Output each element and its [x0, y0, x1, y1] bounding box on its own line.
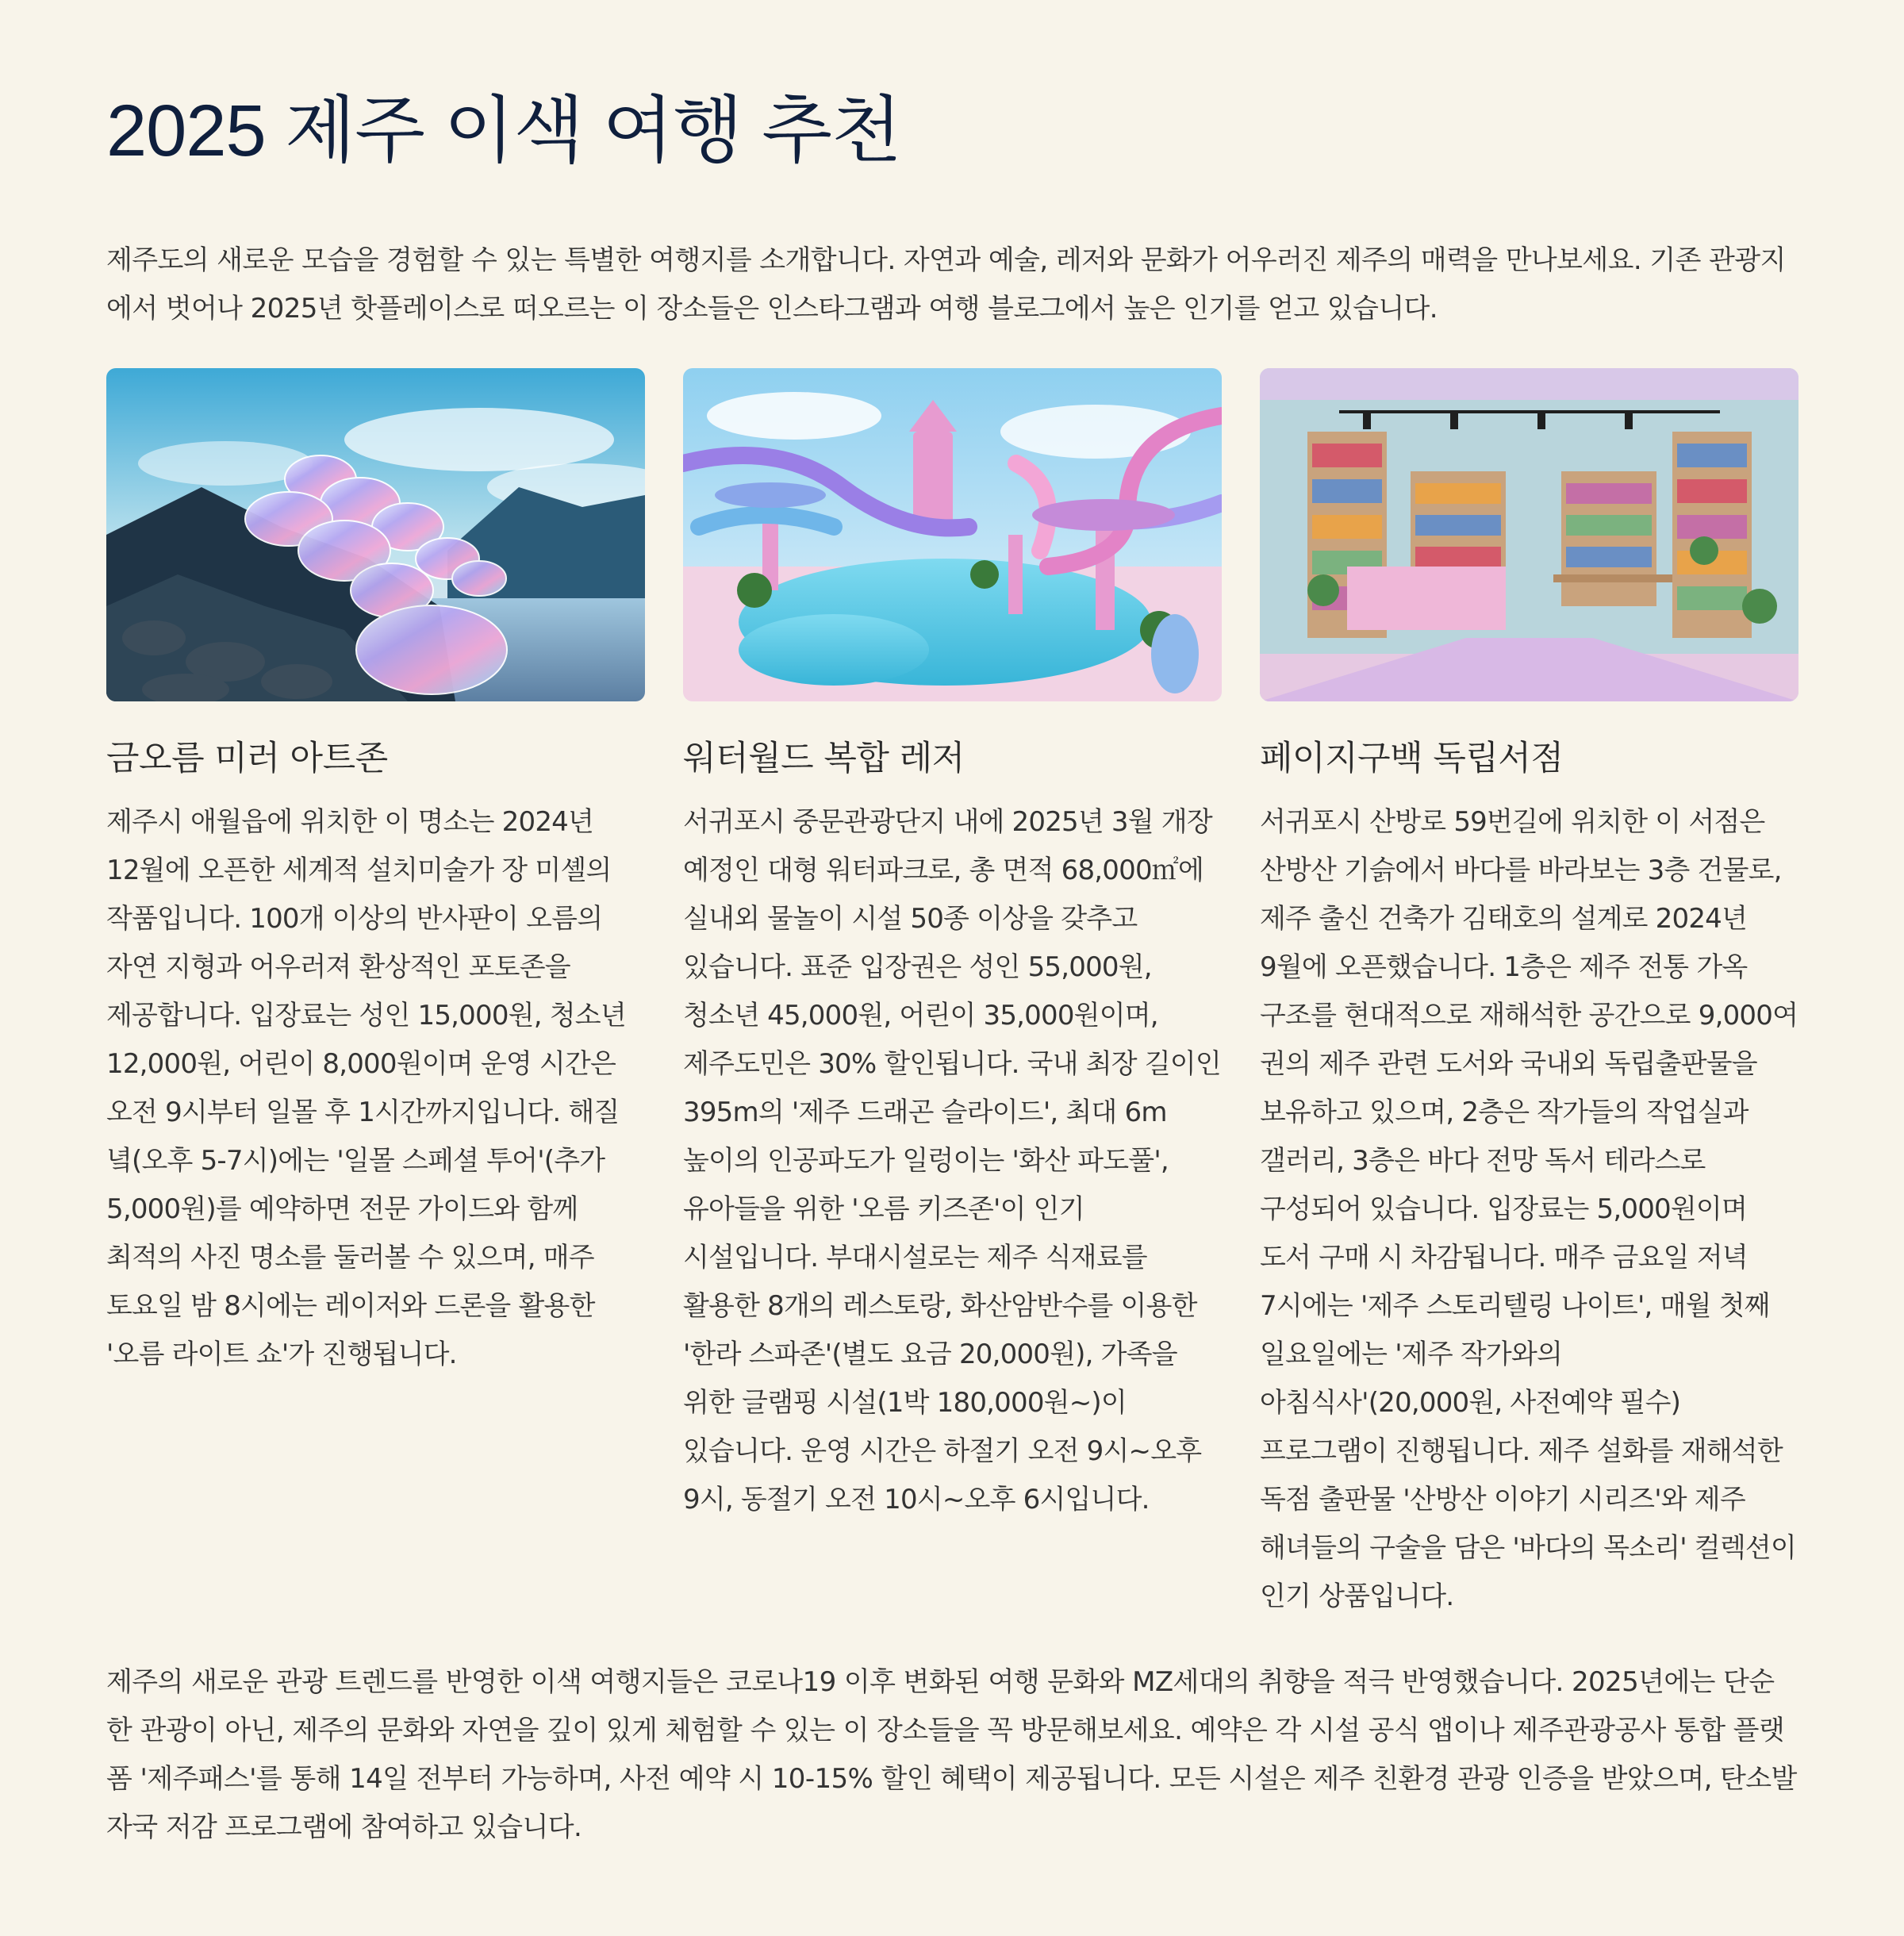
card-description: 서귀포시 중문관광단지 내에 2025년 3월 개장 예정인 대형 워터파크로, 총 면적 68,000㎡에 실내외 물놀이 시설 50종 이상을 갖추고 있습니다. 표준 입장권은 성인 55,000원, 청소년 45,000원, 어린이 35,000원이며, 제주도민은 30% 할인됩니다. 국내 최장 길이인 395m의 '제주 드래곤 슬라이드', 최대 6m 높이의 인공파도가 일렁이는 '화산 파도풀', 유아들을 위한 '오름 키즈존'이 인기 시설입니다. 부대시설로는 제주 식재료를 활용한 8개의 레스토랑, 화산암반수를 이용한 '한라 스파존'(별도 요금 20,000원), 가족을 위한 글램핑 시설(1박 180,000원~)이 있습니다. 운영 시간은 하절기 오전 9시~오후 9시, 동절기 오전 10시~오후 6시입니다.: [683, 806, 1221, 1515]
page-title: 2025 제주 이색 여행 추천: [106, 90, 901, 171]
outro-paragraph: 제주의 새로운 관광 트렌드를 반영한 이색 여행지들은 코로나19 이후 변화된 여행 문화와 MZ세대의 취향을 적극 반영했습니다. 2025년에는 단순한 관광이 아닌, 제주의 문화와 자연을 깊이 있게 체험할 수 있는 이 장소들을 꼭 방문해보세요. 예약은 각 시설 공식 앱이나 제주관광공사 통합 플랫폼 '제주패스'를 통해 14일 전부터 가능하며, 사전 예약 시 10-15% 할인 혜택이 제공됩니다. 모든 시설은 제주 친환경 관광 인증을 받았으며, 탄소발자국 저감 프로그램에 참여하고 있습니다.: [106, 1666, 1797, 1843]
card-description: 서귀포시 산방로 59번길에 위치한 이 서점은 산방산 기슭에서 바다를 바라보는 3층 건물로, 제주 출신 건축가 김태호의 설계로 2024년 9월에 오픈했습니다. 1층은 제주 전통 가옥 구조를 현대적으로 재해석한 공간으로 9,000여 권의 제주 관련 도서와 국내외 독립출판물을 보유하고 있으며, 2층은 작가들의 작업실과 갤러리, 3층은 바다 전망 독서 테라스로 구성되어 있습니다. 입장료는 5,000원이며 도서 구매 시 차감됩니다. 매주 금요일 저녁 7시에는 '제주 스토리텔링 나이트', 매월 첫째 일요일에는 '제주 작가와의 아침식사'(20,000원, 사전예약 필수) 프로그램이 진행됩니다. 제주 설화를 재해석한 독점 출판물 '산방산 이야기 시리즈'와 제주 해녀들의 구술을 담은 '바다의 목소리' 컬렉션이 인기 상품입니다.: [1260, 806, 1798, 1612]
card-mirror-art-zone: [106, 368, 645, 1621]
waterworld-photo: [683, 368, 1222, 701]
card-waterworld: [683, 368, 1222, 1621]
card-title: 워터월드 복합 레저: [683, 739, 965, 778]
intro-paragraph: 제주도의 새로운 모습을 경험할 수 있는 특별한 여행지를 소개합니다. 자연과 예술, 레저와 문화가 어우러진 제주의 매력을 만나보세요. 기존 관광지에서 벗어나 2025년 핫플레이스로 떠오르는 이 장소들은 인스타그램과 여행 블로그에서 높은 인기를 얻고 있습니다.: [106, 244, 1786, 325]
card-description: 제주시 애월읍에 위치한 이 명소는 2024년 12월에 오픈한 세계적 설치미술가 장 미셸의 작품입니다. 100개 이상의 반사판이 오름의 자연 지형과 어우러져 환상적인 포토존을 제공합니다. 입장료는 성인 15,000원, 청소년 12,000원, 어린이 8,000원이며 운영 시간은 오전 9시부터 일몰 후 1시간까지입니다. 해질 녘(오후 5-7시)에는 '일몰 스페셜 투어'(추가 5,000원)를 예약하면 전문 가이드와 함께 최적의 사진 명소를 둘러볼 수 있으며, 매주 토요일 밤 8시에는 레이저와 드론을 활용한 '오름 라이트 쇼'가 진행됩니다.: [106, 806, 626, 1370]
card-title: 금오름 미러 아트존: [106, 739, 388, 778]
card-title: 페이지구백 독립서점: [1260, 739, 1564, 778]
card-bookstore: [1260, 368, 1798, 1621]
mirror-art-photo: [106, 368, 645, 701]
card-row: [106, 368, 1798, 1621]
bookstore-photo: [1260, 368, 1798, 701]
